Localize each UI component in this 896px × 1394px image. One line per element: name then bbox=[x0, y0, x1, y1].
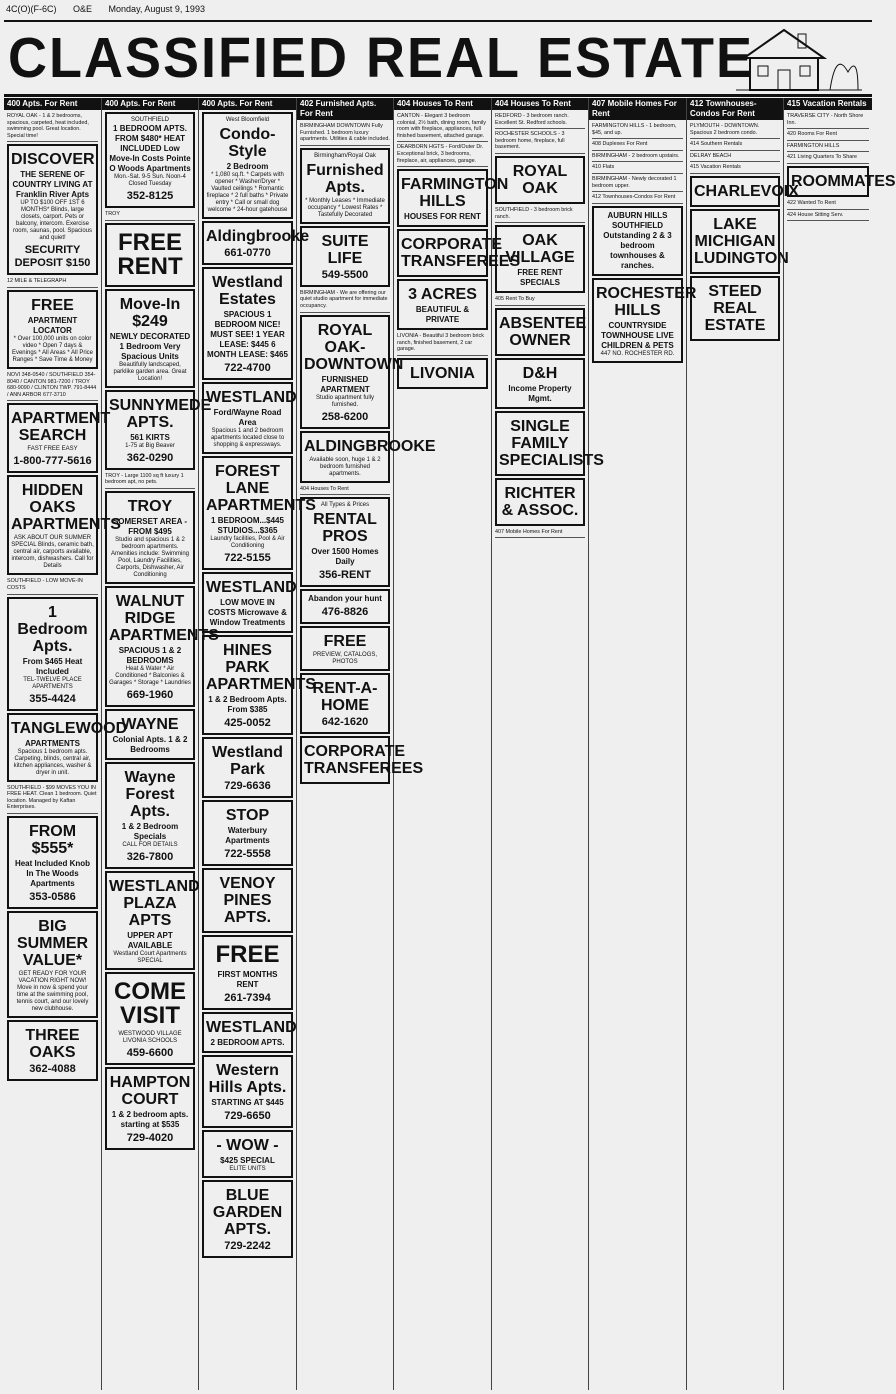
ad-headline: Move-In $249 bbox=[119, 295, 181, 330]
masthead-title: CLASSIFIED REAL ESTATE bbox=[8, 26, 755, 90]
ad-phone: 1-800-777-5616 bbox=[13, 455, 92, 468]
ad-subhead: COUNTRYSIDE TOWNHOUSE LIVE CHILDREN & PETS bbox=[601, 320, 674, 350]
classified-column bbox=[4, 98, 128, 1390]
display-ad bbox=[7, 1020, 98, 1081]
ad-details: Available soon, huge 1 & 2 bedroom furnished apartments. bbox=[309, 456, 381, 477]
classified-ad: BIRMINGHAM - Newly decorated 1 bedroom upper. bbox=[592, 175, 683, 192]
display-ad bbox=[202, 267, 293, 380]
classified-column bbox=[102, 98, 219, 1390]
classified-ad: 412 Townhouses-Condos For Rent bbox=[592, 193, 683, 204]
section-heading: 400 Apts. For Rent bbox=[4, 98, 101, 110]
ad-phone: 729-2242 bbox=[224, 1240, 271, 1252]
display-ad bbox=[202, 868, 293, 933]
ad-headline: Condo-Style bbox=[219, 126, 276, 160]
display-ad bbox=[202, 221, 310, 265]
classified-ad: 415 Vacation Rentals bbox=[690, 163, 780, 174]
display-ad bbox=[7, 144, 98, 275]
ad-subhead: APARTMENTS bbox=[25, 738, 80, 748]
display-ad bbox=[105, 289, 195, 388]
classified-ad: FARMINGTON HILLS - 1 bedroom, $45, and up. bbox=[592, 122, 683, 139]
classified-ad: FARMINGTON HILLS bbox=[787, 142, 869, 153]
ad-details: 447 NO. ROCHESTER RD. bbox=[600, 350, 675, 357]
display-ad bbox=[202, 572, 297, 633]
display-ad bbox=[7, 475, 121, 575]
folio bbox=[6, 4, 870, 18]
ad-subhead: FREE RENT SPECIALS bbox=[517, 268, 563, 288]
ad-details: Studio apartment fully furnished. bbox=[315, 394, 375, 408]
section-heading: 404 Houses To Rent bbox=[492, 98, 588, 110]
ad-subhead: Over 1500 Homes Daily bbox=[311, 547, 379, 567]
ad-headline: FROM $555* bbox=[28, 822, 77, 857]
ad-location: All Types & Prices bbox=[320, 502, 370, 509]
display-ad bbox=[105, 709, 195, 760]
ad-phone: 362-0290 bbox=[126, 451, 174, 464]
classified-ad: 407 Mobile Homes For Rent bbox=[495, 528, 585, 539]
ad-subhead: HOUSES FOR RENT bbox=[404, 212, 481, 222]
ad-subhead: THE SERENE OF COUNTRY LIVING AT Franklin River Apts bbox=[12, 170, 93, 200]
ad-details: 1-75 at Big Beaver bbox=[125, 442, 175, 449]
ad-headline: BIG SUMMER VALUE* bbox=[16, 917, 89, 969]
classified-columns bbox=[4, 98, 896, 1390]
classified-column bbox=[687, 98, 799, 1390]
ad-headline: 1 Bedroom Apts. bbox=[17, 603, 88, 655]
ad-headline: Western Hills Apts. bbox=[208, 1062, 287, 1096]
ad-subhead: STARTING AT $445 bbox=[211, 1098, 284, 1107]
display-ad bbox=[300, 626, 390, 671]
ad-banner: FREE RENT bbox=[117, 228, 183, 280]
ad-headline: LIVONIA bbox=[410, 364, 475, 382]
ad-subhead: 561 KIRTS bbox=[130, 432, 170, 442]
classified-ad: 404 Houses To Rent bbox=[300, 485, 390, 496]
display-ad bbox=[495, 225, 585, 293]
ad-subhead: Ford/Wayne Road Area bbox=[213, 408, 282, 427]
ad-headline: - WOW - bbox=[216, 1137, 279, 1154]
ad-phone: 729-4020 bbox=[126, 1131, 174, 1144]
display-ad bbox=[495, 411, 604, 476]
ad-subhead: 2 BEDROOM APTS. bbox=[210, 1038, 285, 1047]
classified-ad: BIRMINGHAM - 2 bedroom upstairs. bbox=[592, 152, 683, 163]
ad-headline: TROY bbox=[127, 497, 173, 515]
classified-ad: LIVONIA - Beautiful 3 bedroom brick ranch, finished basement, 2 car garage. bbox=[397, 332, 488, 356]
ad-phone: 669-1960 bbox=[126, 688, 174, 701]
ad-phone: 425-0052 bbox=[224, 717, 271, 729]
display-ad bbox=[105, 1067, 195, 1150]
ad-details: Mon.-Sat. 9-5 Sun. Noon-4 Closed Tuesday bbox=[114, 174, 186, 187]
display-ad bbox=[202, 1055, 293, 1128]
ad-headline: STOP bbox=[225, 807, 270, 824]
ad-phone: 661-0770 bbox=[224, 247, 271, 259]
ad-details: Westland Court Apartments SPECIAL bbox=[113, 950, 187, 964]
ad-headline: Wayne Forest Apts. bbox=[124, 768, 176, 820]
ad-details: Heat & Water * Air Conditioned * Balconies & Garages * Storage * Laundries bbox=[109, 665, 191, 686]
classified-ad: REDFORD - 3 bedroom ranch. Excellent St. Redford schools. bbox=[495, 112, 585, 129]
ad-phone: 476-8826 bbox=[321, 606, 369, 619]
ad-subhead: APARTMENT LOCATOR bbox=[27, 315, 78, 335]
display-ad bbox=[202, 800, 293, 866]
ad-subhead: Income Property Mgmt. bbox=[508, 383, 572, 403]
display-ad bbox=[202, 935, 293, 1010]
ad-phone: 729-6636 bbox=[224, 780, 271, 792]
display-ad bbox=[7, 816, 98, 909]
ad-subhead: UPPER APT AVAILABLE bbox=[127, 930, 173, 950]
display-ad bbox=[202, 1180, 293, 1258]
ad-phone: 549-5500 bbox=[321, 268, 369, 281]
display-ad bbox=[7, 597, 98, 711]
ad-headline: D&H bbox=[522, 364, 558, 382]
ad-phone: 353-0586 bbox=[29, 890, 76, 903]
ad-details: GET READY FOR YOUR VACATION RIGHT NOW! Move in now & spend your time at the swimming pool, tennis court, and our lovely new clubhouse. bbox=[16, 970, 89, 1012]
display-ad bbox=[397, 279, 488, 330]
ad-headline: ROOMMATES bbox=[791, 172, 896, 190]
display-ad bbox=[105, 390, 212, 470]
display-ad bbox=[300, 148, 390, 224]
ad-headline: LAKE MICHIGAN LUDINGTON bbox=[694, 215, 789, 267]
classified-ad: TROY bbox=[105, 210, 195, 221]
ad-headline: ALDINGBROOKE bbox=[304, 437, 436, 455]
display-ad bbox=[7, 713, 128, 782]
display-ad bbox=[105, 586, 219, 707]
ad-headline: STEED REAL ESTATE bbox=[704, 282, 766, 334]
house-illustration-icon bbox=[736, 20, 862, 94]
display-ad bbox=[495, 478, 585, 526]
display-ad bbox=[787, 166, 896, 197]
ad-headline: WALNUT RIDGE APARTMENTS bbox=[109, 592, 219, 644]
ad-headline: DISCOVER bbox=[11, 151, 95, 169]
display-ad bbox=[690, 276, 780, 341]
ad-subhead: 1 & 2 Bedroom Specials bbox=[121, 821, 179, 841]
ad-phone: 362-4088 bbox=[29, 1062, 76, 1075]
display-ad bbox=[7, 290, 98, 369]
ad-details: ELITE UNITS bbox=[229, 1166, 266, 1172]
classified-column bbox=[784, 98, 896, 1390]
classified-ad: 422 Wanted To Rent bbox=[787, 199, 869, 210]
classified-column bbox=[589, 98, 697, 1390]
classified-ad: CANTON - Elegant 3 bedroom colonial, 2½ bath, dining room, family room with fireplace, appliances, full finished basement, attached garage. bbox=[397, 112, 488, 142]
ad-headline: SINGLE FAMILY SPECIALISTS bbox=[499, 417, 604, 469]
ad-headline: SUITE LIFE bbox=[321, 232, 369, 267]
ad-headline: WAYNE bbox=[121, 715, 179, 733]
display-ad bbox=[397, 229, 521, 277]
classified-ad: PLYMOUTH - DOWNTOWN. Spacious 2 bedroom condo. bbox=[690, 122, 780, 139]
display-ad bbox=[105, 762, 195, 869]
ad-headline: WESTLAND bbox=[206, 389, 297, 406]
classified-ad: SOUTHFIELD - $99 MOVES YOU IN FREE HEAT. Clean 1 bedroom. Quiet location. Managed by Kaftan Enterprises. bbox=[7, 784, 98, 814]
classified-ad: 408 Duplexes For Rent bbox=[592, 140, 683, 151]
ad-subhead: Heat Included Knob In The Woods Apartments bbox=[14, 858, 91, 888]
display-ad bbox=[202, 635, 316, 735]
ad-headline: FREE bbox=[31, 296, 74, 314]
ad-subhead: 1 & 2 bedroom apts. starting at $535 bbox=[111, 1109, 189, 1129]
ad-phone: 642-1620 bbox=[321, 716, 369, 729]
ad-headline: THREE OAKS bbox=[25, 1026, 80, 1061]
ad-headline: TANGLEWOOD bbox=[11, 719, 128, 737]
ad-details: FAST FREE EASY bbox=[27, 446, 78, 453]
classified-ad: NOVI 348-0540 / SOUTHFIELD 354-8040 / CANTON 981-7200 / TROY 680-9090 / CLINTON TWP. 791-8444 / ANN ARBOR 677-3710 bbox=[7, 371, 98, 401]
ad-phone: SECURITY DEPOSIT $150 bbox=[14, 244, 91, 270]
ad-headline: RENTAL PROS bbox=[313, 511, 377, 546]
ad-subhead: FURNISHED APARTMENT bbox=[320, 374, 370, 394]
classified-ad: SOUTHFIELD - LOW MOVE-IN COSTS bbox=[7, 577, 98, 594]
ad-headline: Furnished Apts. bbox=[306, 161, 384, 196]
section-heading: 412 Townhouses-Condos For Rent bbox=[687, 98, 783, 120]
ad-phone: 722-5558 bbox=[224, 848, 271, 860]
ad-details: Spacious 1 and 2 bedroom apartments located close to shopping & expressways. bbox=[210, 428, 285, 448]
ad-subhead: $425 SPECIAL bbox=[220, 1156, 275, 1165]
display-ad bbox=[495, 358, 585, 409]
display-ad bbox=[592, 278, 697, 363]
ad-phone: 356-RENT bbox=[319, 569, 371, 582]
ad-headline: WESTLAND bbox=[206, 1019, 297, 1036]
section-heading: 400 Apts. For Rent bbox=[199, 98, 296, 110]
classified-ad: 405 Rent To Buy bbox=[495, 295, 585, 306]
masthead-rule bbox=[4, 94, 872, 97]
ad-details: UP TO $100 OFF 1ST 6 MONTHS* Blinds, large closets, carport. Pets or balcony, intercom. Exercise room, saunas, pool. Spacious and quiet! bbox=[12, 200, 93, 242]
ad-headline: APARTMENT SEARCH bbox=[11, 410, 111, 445]
ad-headline: HINES PARK APARTMENTS bbox=[206, 642, 316, 693]
issue-date: Monday, August 9, 1993 bbox=[108, 4, 205, 14]
ad-phone: 722-5155 bbox=[224, 552, 271, 564]
section-heading: 404 Houses To Rent bbox=[394, 98, 491, 110]
ad-headline: CORPORATE TRANSFEREES bbox=[401, 236, 521, 271]
ad-subhead: SPACIOUS 1 & 2 BEDROOMS bbox=[118, 645, 182, 665]
ad-headline: ROYAL OAK-DOWNTOWN bbox=[304, 321, 404, 373]
ad-headline: SUNNYMEDE APTS. bbox=[109, 396, 212, 431]
ad-headline: 3 ACRES bbox=[408, 286, 477, 304]
ad-headline: HIDDEN OAKS APARTMENTS bbox=[11, 482, 121, 534]
display-ad bbox=[202, 382, 297, 454]
ad-subhead: 1 BEDROOM APTS. FROM $480* HEAT INCLUDED Low Move-In Costs Pointe O Woods Apartments bbox=[109, 124, 191, 173]
display-ad bbox=[105, 223, 195, 287]
classified-ad: 410 Flats bbox=[592, 163, 683, 174]
ad-subhead: SPACIOUS 1 BEDROOM NICE! MUST SEE! 1 YEAR LEASE: $445 6 MONTH LEASE: $465 bbox=[207, 310, 288, 359]
display-ad bbox=[300, 736, 424, 784]
ad-subhead: AUBURN HILLS SOUTHFIELD Outstanding 2 & 3 bedroom townhouses & ranches. bbox=[603, 210, 672, 270]
display-ad bbox=[592, 206, 683, 276]
display-ad bbox=[202, 456, 316, 570]
display-ad bbox=[300, 226, 390, 287]
ad-details: CALL FOR DETAILS bbox=[122, 841, 178, 848]
ad-banner: COME VISIT bbox=[114, 977, 186, 1029]
section-heading: 407 Mobile Homes For Rent bbox=[589, 98, 686, 120]
classified-ad: SOUTHFIELD - 3 bedroom brick ranch. bbox=[495, 206, 585, 223]
ad-headline: CORPORATE TRANSFEREES bbox=[304, 743, 424, 778]
display-ad bbox=[690, 176, 799, 207]
classified-ad: DEARBORN HGTS - Ford/Outer Dr. Exceptional brick, 3 bedrooms, fireplace, air, appliances, garage. bbox=[397, 143, 488, 167]
classified-ad: TROY - Large 1100 sq ft luxury 1 bedroom apt, no pets. bbox=[105, 472, 195, 489]
classified-ad: 424 House Sitting Serv. bbox=[787, 211, 869, 222]
ad-location: West Bloomfield bbox=[225, 117, 270, 123]
ad-headline: ROCHESTER HILLS bbox=[596, 284, 697, 319]
paper-name: O&E bbox=[73, 4, 93, 14]
ad-headline: Westland Estates bbox=[212, 274, 283, 308]
display-ad bbox=[7, 911, 98, 1018]
classified-ad: 420 Rooms For Rent bbox=[787, 130, 869, 141]
classified-ad: ROCHESTER SCHOOLS - 3 bedroom home, fireplace, full basement. bbox=[495, 130, 585, 154]
display-ad bbox=[202, 112, 293, 219]
ad-phone: 459-6600 bbox=[126, 1046, 174, 1059]
ad-headline: BLUE GARDEN APTS. bbox=[212, 1187, 283, 1238]
ad-headline: RICHTER & ASSOC. bbox=[501, 484, 579, 519]
ad-subhead: From $465 Heat Included bbox=[22, 656, 83, 676]
ad-headline: ROYAL OAK bbox=[512, 162, 568, 197]
ad-headline: Westland Park bbox=[212, 744, 283, 778]
ad-headline: WESTLAND PLAZA APTS bbox=[109, 877, 200, 929]
display-ad bbox=[202, 1012, 297, 1053]
ad-headline: OAK VILLAGE bbox=[505, 232, 575, 267]
ad-location: SOUTHFIELD bbox=[130, 117, 169, 123]
display-ad bbox=[300, 589, 390, 624]
ad-headline: FARMINGTON HILLS bbox=[401, 176, 509, 211]
classified-column bbox=[199, 98, 316, 1390]
ad-subhead: Waterbury Apartments bbox=[225, 826, 270, 845]
display-ad bbox=[300, 497, 390, 587]
classified-column bbox=[297, 98, 436, 1390]
display-ad bbox=[7, 403, 111, 473]
ad-phone: 722-4700 bbox=[224, 362, 271, 374]
ad-banner: FREE bbox=[215, 941, 280, 968]
ad-phone: 258-6200 bbox=[321, 410, 369, 423]
ad-headline: FOREST LANE APARTMENTS bbox=[206, 463, 316, 514]
ad-subhead: 1 & 2 Bedroom Apts. From $385 bbox=[208, 695, 287, 714]
ad-subhead: Abandon your hunt bbox=[308, 594, 382, 604]
ad-subhead: BEAUTIFUL & PRIVATE bbox=[415, 305, 470, 325]
display-ad bbox=[300, 673, 390, 734]
section-heading: 415 Vacation Rentals bbox=[784, 98, 872, 110]
ad-phone: 355-4424 bbox=[29, 692, 76, 705]
ad-subhead: 2 Bedroom bbox=[226, 162, 269, 171]
ad-subhead: Colonial Apts. 1 & 2 Bedrooms bbox=[112, 734, 188, 754]
ad-subhead: SOMERSET AREA - FROM $495 bbox=[112, 516, 188, 536]
classified-ad: BIRMINGHAM DOWNTOWN Fully Furnished. 1 bedroom luxury apartments. Utilities & cable included. bbox=[300, 122, 390, 146]
ad-phone: 326-7800 bbox=[126, 850, 174, 863]
ad-subhead: NEWLY DECORATED 1 Bedroom Very Spacious Units bbox=[109, 331, 191, 361]
display-ad bbox=[300, 431, 436, 483]
classified-ad: 12 MILE & TELEGRAPH bbox=[7, 277, 98, 288]
classified-ad: 421 Living Quarters To Share bbox=[787, 153, 869, 164]
display-ad bbox=[105, 871, 200, 970]
display-ad bbox=[495, 308, 585, 356]
display-ad bbox=[105, 112, 195, 208]
ad-phone: 729-6650 bbox=[224, 1110, 271, 1122]
ad-details: ASK ABOUT OUR SUMMER SPECIAL Blinds, ceramic bath, central air, carports available, intercom, dishwashers. Call for Details bbox=[11, 535, 94, 570]
ad-details: WESTWOOD VILLAGE LIVONIA SCHOOLS bbox=[118, 1030, 182, 1044]
ad-headline: CHARLEVOIX bbox=[694, 182, 799, 200]
ad-headline: VENOY PINES APTS. bbox=[219, 875, 276, 926]
classified-ad: BIRMINGHAM - We are offering our quiet studio apartment for immediate occupancy. bbox=[300, 289, 390, 313]
display-ad bbox=[397, 169, 509, 227]
ad-headline: RENT-A-HOME bbox=[312, 680, 378, 715]
display-ad bbox=[397, 358, 488, 389]
ad-details: Beautifully landscaped, parklike garden area. Great Location! bbox=[113, 361, 187, 382]
ad-location: Birmingham/Royal Oak bbox=[314, 152, 376, 159]
ad-details: PREVIEW, CATALOGS, PHOTOS bbox=[312, 652, 378, 666]
ad-headline: HAMPTON COURT bbox=[109, 1073, 191, 1108]
ad-details: Studio and spacious 1 & 2 bedroom apartments. Amenities include: Swimming Pool, Laundry Facilities, Carports, Dishwasher, Air Conditioning bbox=[110, 536, 190, 578]
display-ad bbox=[300, 315, 404, 429]
classified-ad: 414 Southern Rentals bbox=[690, 140, 780, 151]
ad-details: * Monthly Leases * Immediate occupancy * Lowest Rates * Tastefully Decorated bbox=[305, 197, 385, 218]
display-ad bbox=[495, 156, 585, 204]
page-number: 4C(O)(F-6C) bbox=[6, 4, 57, 14]
ad-details: * Over 100,000 units on color video * Open 7 days & Evenings * All Areas * All Price Ranges * Save Time & Money bbox=[11, 335, 94, 363]
ad-details: TEL-TWELVE PLACE APARTMENTS bbox=[23, 676, 82, 690]
ad-subhead: 1 BEDROOM...$445 STUDIOS...$365 bbox=[211, 516, 284, 535]
ad-headline: FREE bbox=[323, 633, 367, 651]
ad-phone: 352-8125 bbox=[126, 190, 174, 202]
section-heading: 402 Furnished Apts. For Rent bbox=[297, 98, 393, 120]
display-ad bbox=[690, 209, 789, 274]
ad-headline: Aldingbrooke bbox=[206, 228, 310, 245]
ad-details: * 1,080 sq.ft. * Carpets with opener * Washer/Dryer * Vaulted ceilings * Romantic fireplace * 2 full baths * Private entry * Call or small dog welcome * 24-hour gatehouse bbox=[206, 172, 289, 213]
display-ad bbox=[105, 491, 195, 584]
ad-headline: WESTLAND bbox=[206, 579, 297, 596]
classified-ad: TRAVERSE CITY - North Shore Inn. bbox=[787, 112, 869, 129]
ad-phone: 261-7394 bbox=[224, 992, 271, 1004]
ad-details: Spacious 1 bedroom apts. Carpeting, blinds, central air, kitchen appliances, washer & dryer in unit. bbox=[13, 748, 92, 776]
ad-subhead: LOW MOVE IN COSTS Microwave & Window Treatments bbox=[208, 598, 287, 627]
ad-headline: ABSENTEE OWNER bbox=[499, 314, 587, 349]
display-ad bbox=[105, 972, 195, 1065]
section-heading: 400 Apts. For Rent bbox=[102, 98, 198, 110]
display-ad bbox=[202, 1130, 293, 1178]
ad-details: Laundry facilities, Pool & Air Conditioning bbox=[210, 536, 285, 549]
classified-ad: DELRAY BEACH bbox=[690, 152, 780, 163]
ad-subhead: FIRST MONTHS RENT bbox=[217, 970, 278, 989]
classified-ad: ROYAL OAK - 1 & 2 bedrooms, spacious, carpeted, heat included, swimming pool. Great location. Special time! bbox=[7, 112, 98, 142]
display-ad bbox=[202, 737, 293, 798]
